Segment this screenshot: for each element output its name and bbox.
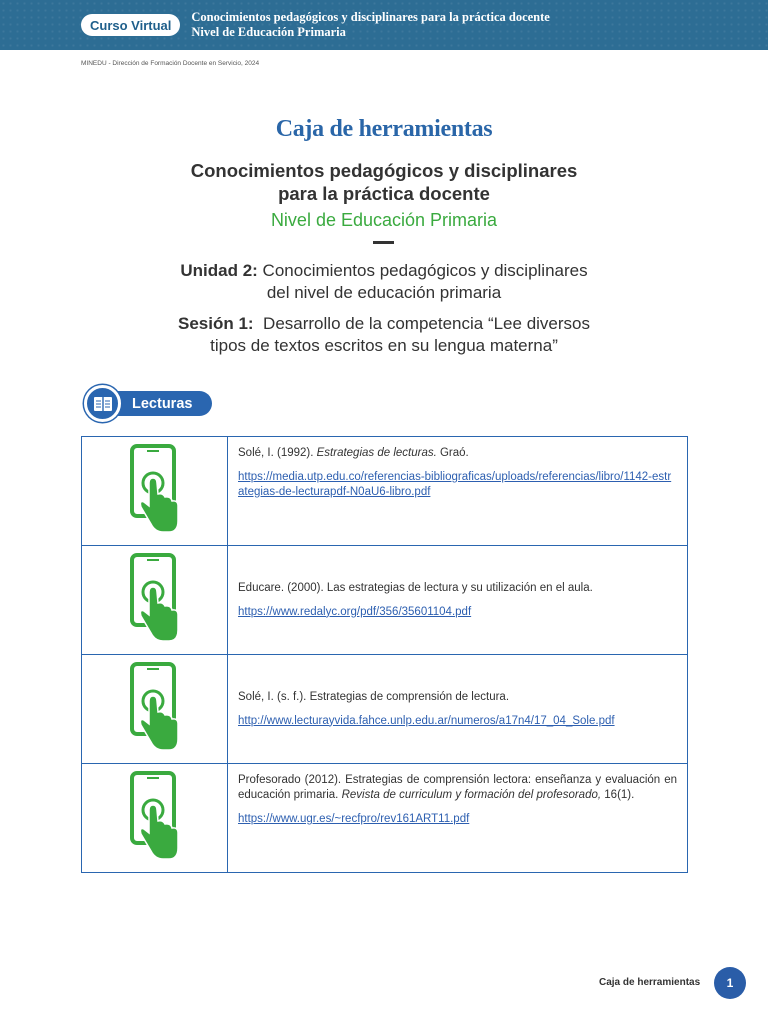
header-banner	[0, 0, 768, 50]
table-row	[82, 546, 688, 655]
citation-journal: Revista de curriculum y formación del profesorado,	[341, 789, 602, 801]
reference-cell	[228, 764, 688, 873]
reference-citation	[238, 446, 677, 461]
citation-text: Educare. (2000). Las estrategias de lectura y su utilización en el aula.	[238, 581, 593, 594]
icon-cell	[82, 437, 228, 546]
reference-citation	[238, 773, 677, 803]
subtitle-line2: para la práctica docente	[278, 183, 490, 204]
icon-cell	[82, 546, 228, 655]
citation-text: Profesorado (2012). Estrategias de comprensión lectora: enseñanza y evaluación en educación primaria.	[238, 774, 677, 801]
reference-citation	[238, 581, 677, 596]
unit-line1: Conocimientos pedagógicos y disciplinares	[262, 261, 588, 280]
session-line2: tipos de textos escritos en su lengua materna”	[210, 336, 558, 355]
reference-cell	[228, 546, 688, 655]
title-divider	[373, 241, 394, 244]
reference-link[interactable]: https://media.utp.edu.co/referencias-bibliograficas/uploads/referencias/libro/1142-estrategias-de-lecturapdf-N0aU6-libro.pdf	[238, 471, 672, 498]
course-badge: Curso Virtual	[81, 14, 180, 36]
phone-tap-icon	[129, 771, 181, 866]
table-row	[82, 655, 688, 764]
reference-link[interactable]: https://www.redalyc.org/pdf/356/35601104.pdf	[238, 605, 472, 618]
subtitle-line1: Conocimientos pedagógicos y disciplinares	[190, 160, 578, 181]
icon-cell	[82, 764, 228, 873]
reference-cell	[228, 437, 688, 546]
header-titles	[191, 10, 549, 40]
unit-heading	[0, 260, 768, 304]
citation-title: Estrategias de lecturas.	[316, 447, 437, 459]
page-number: 1	[714, 967, 746, 999]
table-row	[82, 437, 688, 546]
page-title: Caja de herramientas	[275, 116, 493, 142]
session-line1: Desarrollo de la competencia “Lee diversos	[263, 314, 590, 333]
icon-cell	[82, 655, 228, 764]
reference-link[interactable]: https://www.ugr.es/~recfpro/rev161ART11.pdf	[238, 813, 470, 825]
phone-tap-icon	[129, 553, 181, 648]
book-icon	[84, 385, 121, 422]
reference-citation	[238, 690, 677, 705]
unit-label: Unidad 2:	[180, 261, 258, 280]
references-table	[81, 436, 688, 873]
header-title-line1: Conocimientos pedagógicos y disciplinares para la práctica docente	[191, 10, 550, 24]
session-heading	[0, 313, 768, 357]
unit-line2: del nivel de educación primaria	[266, 283, 502, 302]
header-title-line2: Nivel de Educación Primaria	[191, 25, 346, 39]
citation-publisher: Graó.	[436, 447, 469, 459]
footer-label: Caja de herramientas	[599, 977, 701, 988]
phone-tap-icon	[129, 444, 181, 539]
citation-issue: 16(1).	[601, 789, 635, 801]
section-label-lecturas: Lecturas	[100, 391, 212, 416]
citation-text: Solé, I. (s. f.). Estrategias de comprensión de lectura.	[238, 690, 510, 703]
table-row	[82, 764, 688, 873]
reference-link[interactable]: http://www.lecturayvida.fahce.unlp.edu.ar/numeros/a17n4/17_04_Sole.pdf	[238, 714, 615, 727]
page-subtitle	[0, 159, 768, 205]
credit-line: MINEDU - Dirección de Formación Docente en Servicio, 2024	[81, 60, 260, 67]
reference-cell	[228, 655, 688, 764]
phone-tap-icon	[129, 662, 181, 757]
citation-text: Solé, I. (1992).	[238, 447, 317, 459]
session-label: Sesión 1:	[178, 314, 254, 333]
education-level: Nivel de Educación Primaria	[270, 210, 498, 230]
